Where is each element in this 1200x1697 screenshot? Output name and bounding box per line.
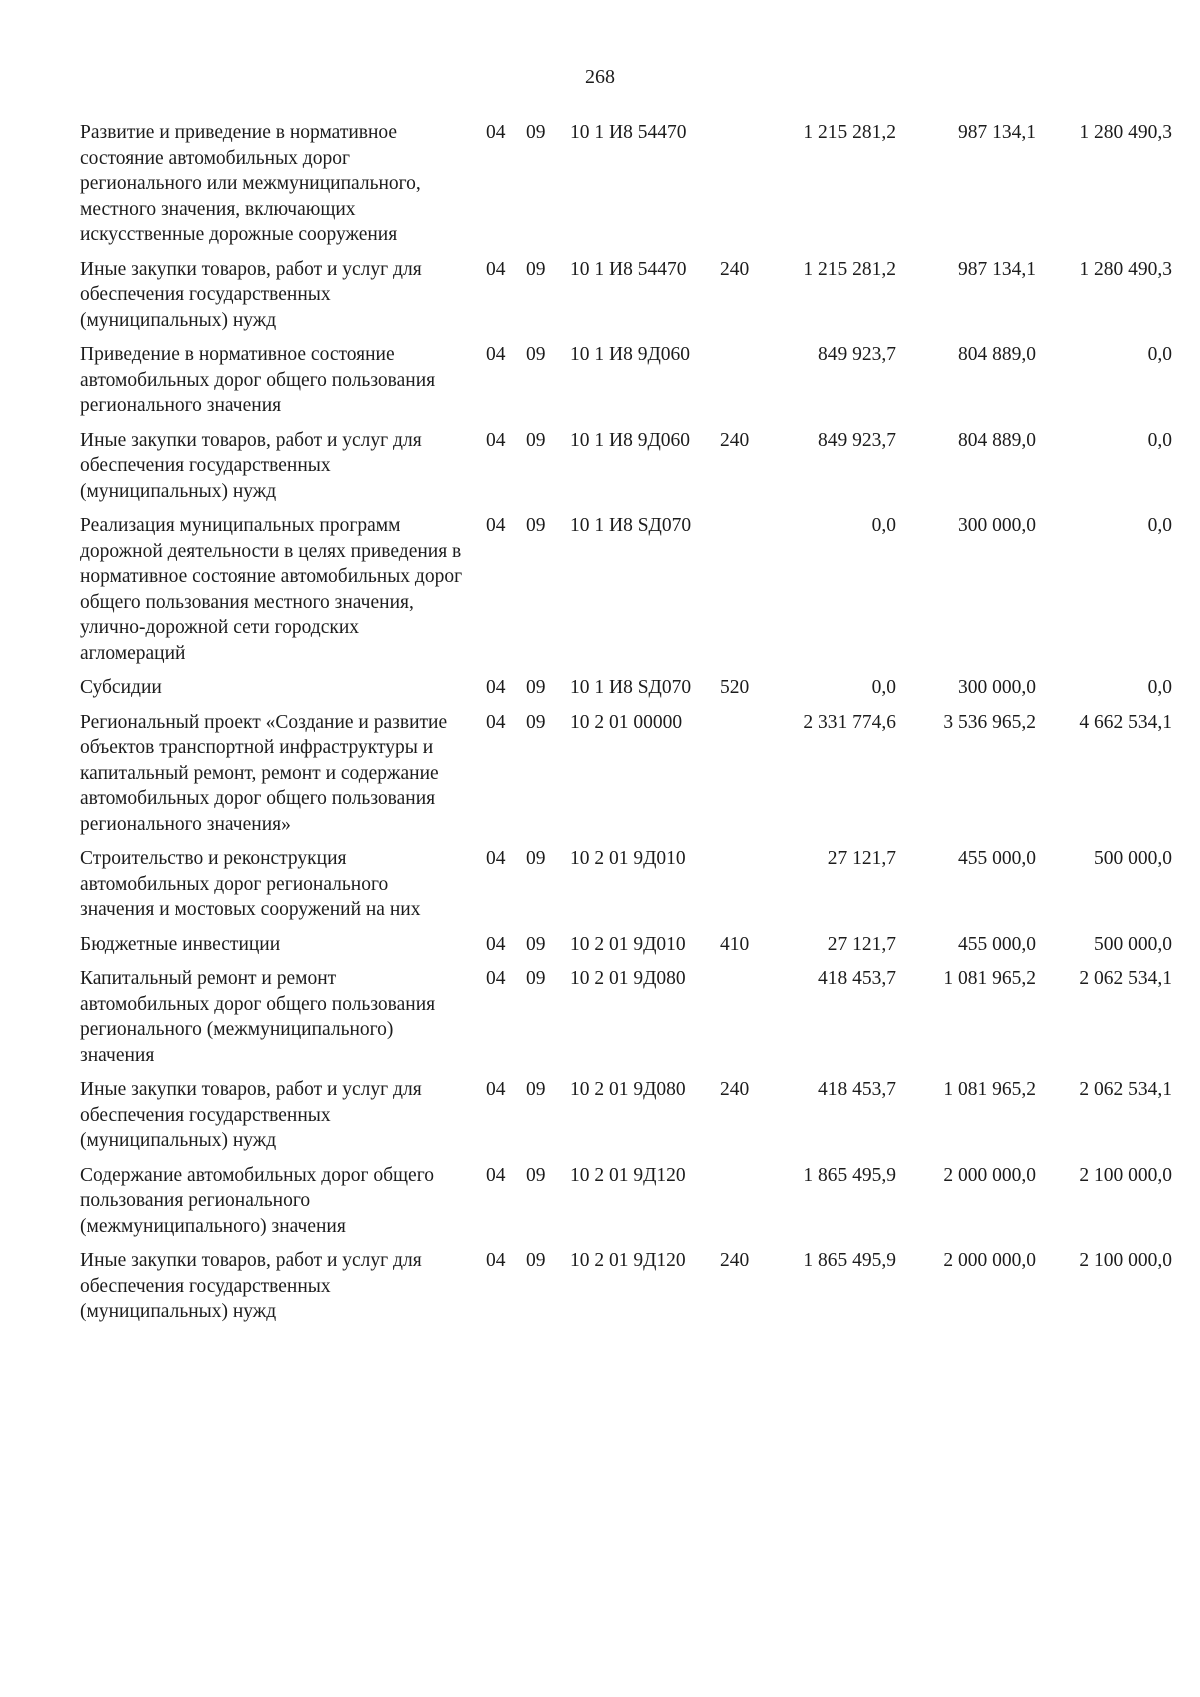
row-name: Иные закупки товаров, работ и услуг для обеспечения государственных (муниципальных) нужд bbox=[80, 429, 422, 502]
amount-year-2: 987 134,1 bbox=[958, 122, 1036, 143]
table-row bbox=[80, 966, 1172, 1077]
expense-type-code bbox=[720, 966, 766, 1077]
amount-year-3: 1 280 490,3 bbox=[1079, 122, 1172, 143]
amount-year-3: 1 280 490,3 bbox=[1079, 258, 1172, 280]
row-name: Иные закупки товаров, работ и услуг для обеспечения государственных (муниципальных) нужд bbox=[80, 1250, 422, 1322]
amount-year-2: 300 000,0 bbox=[958, 677, 1036, 698]
expense-type-code bbox=[720, 513, 766, 675]
expense-type-code: 410 bbox=[720, 933, 750, 955]
amount-year-1: 418 453,7 bbox=[818, 1079, 896, 1100]
section-code: 04 bbox=[486, 1164, 506, 1186]
section-code: 04 bbox=[486, 711, 506, 733]
amount-year-1: 27 121,7 bbox=[827, 933, 896, 955]
row-name: Иные закупки товаров, работ и услуг для обеспечения государственных (муниципальных) нужд bbox=[80, 1079, 422, 1151]
amount-year-2: 804 889,0 bbox=[958, 429, 1036, 451]
amount-year-1: 0,0 bbox=[871, 515, 896, 536]
expense-type-code bbox=[720, 120, 766, 257]
target-article-code: 10 2 01 9Д080 bbox=[570, 968, 686, 989]
subsection-code: 09 bbox=[526, 344, 546, 365]
expense-type-code: 240 bbox=[720, 1250, 750, 1271]
section-code: 04 bbox=[486, 122, 506, 143]
amount-year-2: 1 081 965,2 bbox=[943, 968, 1036, 989]
row-name: Приведение в нормативное состояние автомобильных дорог общего пользования регионального значения bbox=[80, 344, 436, 416]
expense-type-code bbox=[720, 1163, 766, 1249]
target-article-code: 10 2 01 9Д010 bbox=[570, 933, 686, 955]
section-code: 04 bbox=[486, 515, 506, 536]
amount-year-3: 2 062 534,1 bbox=[1079, 968, 1172, 989]
row-name: Субсидии bbox=[80, 677, 162, 698]
budget-table bbox=[80, 120, 1172, 1334]
amount-year-2: 455 000,0 bbox=[958, 933, 1036, 955]
amount-year-1: 1 215 281,2 bbox=[803, 258, 896, 280]
table-row bbox=[80, 1163, 1172, 1249]
amount-year-1: 849 923,7 bbox=[818, 429, 896, 451]
amount-year-3: 0,0 bbox=[1147, 429, 1172, 451]
amount-year-1: 1 865 495,9 bbox=[803, 1250, 896, 1271]
table-row bbox=[80, 428, 1172, 514]
section-code: 04 bbox=[486, 344, 506, 365]
expense-type-code: 240 bbox=[720, 1079, 750, 1100]
table-row bbox=[80, 846, 1172, 932]
table-row bbox=[80, 675, 1172, 710]
subsection-code: 09 bbox=[526, 515, 546, 536]
section-code: 04 bbox=[486, 848, 506, 869]
table-row bbox=[80, 513, 1172, 675]
amount-year-2: 987 134,1 bbox=[958, 258, 1036, 280]
row-name: Содержание автомобильных дорог общего пользования регионального (межмуниципального) значения bbox=[80, 1164, 434, 1237]
table-row bbox=[80, 932, 1172, 967]
subsection-code: 09 bbox=[526, 968, 546, 989]
amount-year-3: 500 000,0 bbox=[1094, 933, 1172, 955]
section-code: 04 bbox=[486, 258, 506, 280]
amount-year-2: 2 000 000,0 bbox=[943, 1250, 1036, 1271]
target-article-code: 10 1 И8 9Д060 bbox=[570, 429, 691, 451]
expense-type-code: 240 bbox=[720, 258, 750, 280]
target-article-code: 10 1 И8 SД070 bbox=[570, 677, 692, 698]
amount-year-1: 27 121,7 bbox=[827, 848, 896, 869]
amount-year-2: 455 000,0 bbox=[958, 848, 1036, 869]
page-number: 268 bbox=[585, 66, 615, 88]
amount-year-1: 849 923,7 bbox=[818, 344, 896, 365]
amount-year-3: 2 100 000,0 bbox=[1079, 1164, 1172, 1186]
table-row bbox=[80, 342, 1172, 428]
target-article-code: 10 1 И8 54470 bbox=[570, 122, 687, 143]
section-code: 04 bbox=[486, 429, 506, 451]
subsection-code: 09 bbox=[526, 258, 546, 280]
subsection-code: 09 bbox=[526, 429, 546, 451]
section-code: 04 bbox=[486, 1079, 506, 1100]
target-article-code: 10 1 И8 SД070 bbox=[570, 515, 692, 536]
expense-type-code bbox=[720, 342, 766, 428]
table-row bbox=[80, 1077, 1172, 1163]
target-article-code: 10 1 И8 54470 bbox=[570, 258, 687, 280]
row-name: Развитие и приведение в нормативное состояние автомобильных дорог регионального или межмуниципального, местного значения, включающих искусственные дорожные сооружения bbox=[80, 122, 421, 245]
expense-type-code bbox=[720, 710, 766, 847]
target-article-code: 10 2 01 00000 bbox=[570, 711, 683, 733]
row-name: Строительство и реконструкция автомобильных дорог регионального значения и мостовых сооружений на них bbox=[80, 848, 421, 920]
budget-table-body bbox=[80, 120, 1172, 1334]
amount-year-3: 4 662 534,1 bbox=[1079, 711, 1172, 733]
amount-year-3: 2 100 000,0 bbox=[1079, 1250, 1172, 1271]
section-code: 04 bbox=[486, 1250, 506, 1271]
target-article-code: 10 2 01 9Д010 bbox=[570, 848, 686, 869]
table-row bbox=[80, 710, 1172, 847]
amount-year-3: 2 062 534,1 bbox=[1079, 1079, 1172, 1100]
amount-year-2: 3 536 965,2 bbox=[943, 711, 1036, 733]
target-article-code: 10 2 01 9Д120 bbox=[570, 1164, 686, 1186]
section-code: 04 bbox=[486, 933, 506, 955]
target-article-code: 10 2 01 9Д080 bbox=[570, 1079, 686, 1100]
section-code: 04 bbox=[486, 677, 506, 698]
table-row bbox=[80, 1248, 1172, 1334]
amount-year-3: 500 000,0 bbox=[1094, 848, 1172, 869]
amount-year-1: 418 453,7 bbox=[818, 968, 896, 989]
amount-year-1: 1 215 281,2 bbox=[803, 122, 896, 143]
expense-type-code bbox=[720, 846, 766, 932]
subsection-code: 09 bbox=[526, 1250, 546, 1271]
subsection-code: 09 bbox=[526, 848, 546, 869]
amount-year-1: 1 865 495,9 bbox=[803, 1164, 896, 1186]
subsection-code: 09 bbox=[526, 1079, 546, 1100]
amount-year-3: 0,0 bbox=[1147, 515, 1172, 536]
amount-year-2: 1 081 965,2 bbox=[943, 1079, 1036, 1100]
table-row bbox=[80, 120, 1172, 257]
amount-year-2: 300 000,0 bbox=[958, 515, 1036, 536]
row-name: Реализация муниципальных программ дорожной деятельности в целях приведения в нормативное состояние автомобильных дорог общего пользования местного значения, улично-дорожной сети городских агломераций bbox=[80, 515, 463, 664]
amount-year-1: 2 331 774,6 bbox=[803, 711, 896, 733]
row-name: Региональный проект «Создание и развитие объектов транспортной инфраструктуры и капитальный ремонт, ремонт и содержание автомобильных дорог общего пользования регионального значения» bbox=[80, 711, 448, 835]
target-article-code: 10 2 01 9Д120 bbox=[570, 1250, 686, 1271]
subsection-code: 09 bbox=[526, 677, 546, 698]
subsection-code: 09 bbox=[526, 1164, 546, 1186]
target-article-code: 10 1 И8 9Д060 bbox=[570, 344, 691, 365]
section-code: 04 bbox=[486, 968, 506, 989]
amount-year-1: 0,0 bbox=[871, 677, 896, 698]
table-row bbox=[80, 257, 1172, 343]
amount-year-2: 2 000 000,0 bbox=[943, 1164, 1036, 1186]
row-name: Иные закупки товаров, работ и услуг для обеспечения государственных (муниципальных) нужд bbox=[80, 258, 422, 331]
subsection-code: 09 bbox=[526, 122, 546, 143]
expense-type-code: 240 bbox=[720, 429, 750, 451]
row-name: Капитальный ремонт и ремонт автомобильных дорог общего пользования регионального (межмуниципального) значения bbox=[80, 968, 436, 1066]
amount-year-3: 0,0 bbox=[1147, 677, 1172, 698]
row-name: Бюджетные инвестиции bbox=[80, 933, 281, 955]
subsection-code: 09 bbox=[526, 933, 546, 955]
subsection-code: 09 bbox=[526, 711, 546, 733]
amount-year-2: 804 889,0 bbox=[958, 344, 1036, 365]
amount-year-3: 0,0 bbox=[1147, 344, 1172, 365]
expense-type-code: 520 bbox=[720, 677, 750, 698]
